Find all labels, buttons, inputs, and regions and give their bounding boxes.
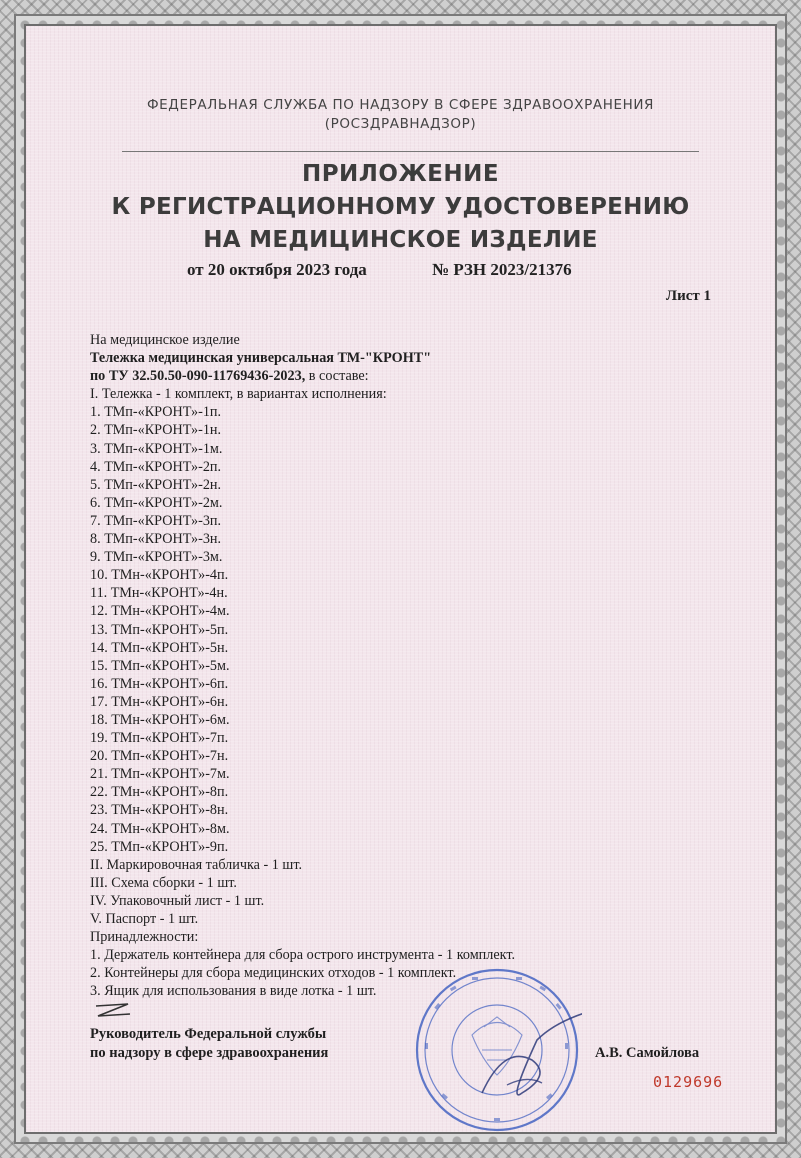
agency-header (40, 96, 761, 134)
title-line-1: ПРИЛОЖЕНИЕ (301, 161, 500, 187)
variant-item: 14. ТМп-«КРОНТ»-5н. (90, 639, 229, 656)
section-4: IV. Упаковочный лист - 1 шт. (90, 892, 265, 909)
variant-item: 11. ТМн-«КРОНТ»-4н. (90, 585, 228, 602)
variant-item: 22. ТМн-«КРОНТ»-8п. (90, 784, 229, 801)
accessories-title: Принадлежности: (90, 929, 199, 946)
accessories-list (90, 946, 730, 1000)
title-line-3: НА МЕДИЦИНСКОЕ ИЗДЕЛИЕ (203, 227, 598, 253)
variant-item: 12. ТМн-«КРОНТ»-4м. (90, 603, 230, 620)
variant-item: 24. ТМн-«КРОНТ»-8м. (90, 820, 230, 837)
section-5: V. Паспорт - 1 шт. (90, 911, 199, 927)
sheet-number: Лист 1 (665, 288, 711, 304)
variant-item: 7. ТМп-«КРОНТ»-3п. (90, 512, 222, 529)
spec-code: по ТУ 32.50.50-090-11769436-2023, (90, 368, 306, 385)
accessory-item: 3. Ящик для использования в виде лотка - 1 шт. (90, 983, 377, 1000)
variant-item: 10. ТМн-«КРОНТ»-4п. (90, 567, 229, 584)
variant-item: 1. ТМп-«КРОНТ»-1п. (90, 404, 222, 421)
official-seal-icon (412, 965, 582, 1135)
section-3: III. Схема сборки - 1 шт. (90, 874, 237, 891)
accessory-item: 1. Держатель контейнера для сбора острого инструмента - 1 комплект. (90, 947, 516, 964)
title-line-2: К РЕГИСТРАЦИОННОМУ УДОСТОВЕРЕНИЮ (111, 194, 690, 220)
registration-number: № РЗН 2023/21376 (432, 260, 572, 279)
issue-date: от 20 октября 2023 года (187, 260, 367, 279)
variant-item: 15. ТМп-«КРОНТ»-5м. (90, 657, 230, 674)
header-divider (122, 151, 699, 152)
variant-item: 5. ТМп-«КРОНТ»-2н. (90, 476, 222, 493)
agency-abbreviation: (РОСЗДРАВНАДЗОР) (324, 116, 477, 132)
signatory-position (90, 1025, 328, 1063)
document-page (40, 40, 761, 1118)
variant-item: 9. ТМп-«КРОНТ»-3м. (90, 549, 223, 566)
signatory-name: А.В. Самойлова (595, 1045, 700, 1061)
variant-item: 4. ТМп-«КРОНТ»-2п. (90, 458, 222, 475)
spec-rest: в составе: (305, 368, 369, 385)
initials-mark-icon (90, 1000, 136, 1022)
variant-item: 3. ТМп-«КРОНТ»-1м. (90, 440, 223, 457)
document-body (90, 331, 730, 1000)
variant-item: 16. ТМн-«КРОНТ»-6п. (90, 675, 229, 692)
section-2: II. Маркировочная табличка - 1 шт. (90, 856, 303, 873)
signatory-position-line-2: по надзору в сфере здравоохранения (90, 1045, 329, 1061)
variant-item: 13. ТМп-«КРОНТ»-5п. (90, 621, 229, 638)
variants-list (90, 403, 730, 855)
variant-item: 18. ТМн-«КРОНТ»-6м. (90, 711, 230, 728)
variant-item: 2. ТМп-«КРОНТ»-1н. (90, 422, 222, 439)
variant-item: 17. ТМн-«КРОНТ»-6н. (90, 693, 229, 710)
section-1: I. Тележка - 1 комплект, в вариантах исполнения: (90, 386, 387, 403)
product-name: Тележка медицинская универсальная ТМ-"КРОНТ" (90, 350, 432, 367)
document-title (40, 157, 761, 257)
variant-item: 21. ТМп-«КРОНТ»-7м. (90, 766, 230, 783)
variant-item: 23. ТМн-«КРОНТ»-8н. (90, 802, 229, 819)
variant-item: 8. ТМп-«КРОНТ»-3н. (90, 531, 222, 548)
accessory-item: 2. Контейнеры для сбора медицинских отходов - 1 комплект. (90, 965, 457, 982)
serial-number: 0129696 (653, 1073, 724, 1091)
variant-item: 20. ТМп-«КРОНТ»-7н. (90, 748, 229, 765)
variant-item: 19. ТМп-«КРОНТ»-7п. (90, 730, 229, 747)
variant-item: 25. ТМп-«КРОНТ»-9п. (90, 838, 229, 855)
intro-text: На медицинское изделие (90, 332, 240, 348)
agency-name: ФЕДЕРАЛЬНАЯ СЛУЖБА ПО НАДЗОРУ В СФЕРЕ ЗДРАВООХРАНЕНИЯ (146, 97, 655, 113)
spec-line (90, 367, 730, 385)
signatory-position-line-1: Руководитель Федеральной службы (90, 1026, 327, 1042)
variant-item: 6. ТМп-«КРОНТ»-2м. (90, 494, 223, 511)
